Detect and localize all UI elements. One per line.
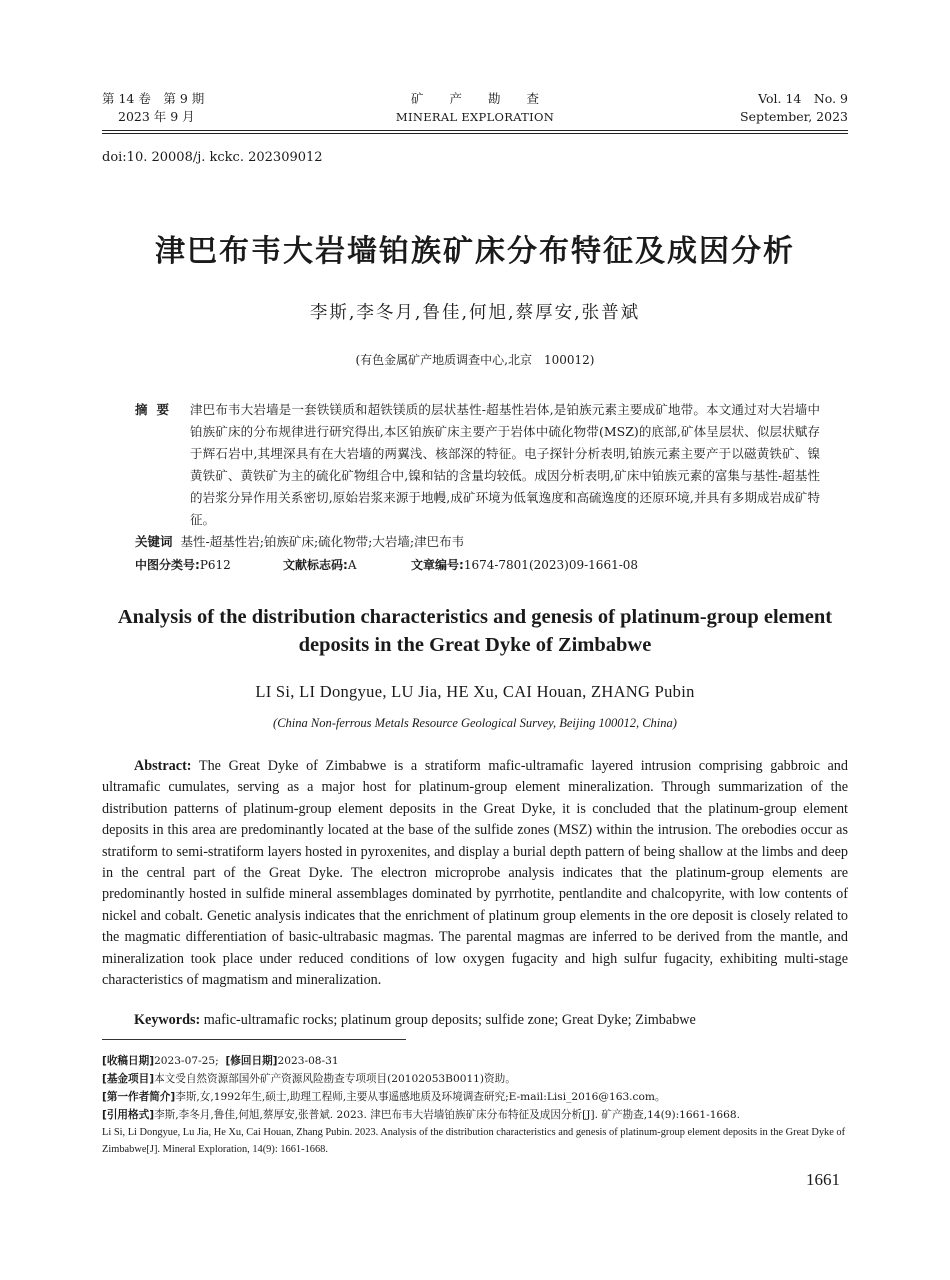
clc-value: P612 bbox=[199, 558, 231, 572]
affiliation-en: (China Non-ferrous Metals Resource Geological Survey, Beijing 100012, China) bbox=[273, 716, 677, 730]
header-rule-top bbox=[102, 130, 848, 131]
header-date-cn: 2023 年 9 月 bbox=[118, 109, 195, 124]
keywords-en-text: mafic-ultramafic rocks; platinum group deposits; sulfide zone; Great Dyke; Zimbabwe bbox=[203, 1012, 696, 1028]
footnote-fund bbox=[102, 1070, 848, 1088]
footnote-author bbox=[102, 1088, 848, 1106]
citation-value-cn: 李斯,李冬月,鲁佳,何旭,蔡厚安,张普斌. 2023. 津巴布韦大岩墙铂族矿床分布特征及成因分析[J]. 矿产勘查,14(9):1661-1668. bbox=[154, 1109, 741, 1121]
fund-value: 本文受自然资源部国外矿产资源风险勘查专项项目(20102053B0011)资助。 bbox=[154, 1073, 516, 1085]
header-volume-issue-en: Vol. 14 No. 9 bbox=[758, 91, 848, 106]
footnote-citation bbox=[102, 1106, 848, 1124]
doi: doi:10. 20008/j. kckc. 202309012 bbox=[102, 150, 323, 165]
journal-name-en: MINERAL EXPLORATION bbox=[395, 110, 555, 124]
title-cn: 津巴布韦大岩墙铂族矿床分布特征及成因分析 bbox=[155, 234, 795, 269]
keywords-en bbox=[134, 1012, 848, 1029]
abstract-en bbox=[102, 756, 848, 991]
abstract-en-label: Abstract: bbox=[134, 758, 192, 774]
author-bio-label: [第一作者简介] bbox=[102, 1091, 176, 1103]
received-label: [收稿日期] bbox=[102, 1055, 155, 1067]
abstract-cn-label: 摘要 bbox=[135, 402, 179, 417]
clc-label: 中图分类号: bbox=[135, 558, 200, 572]
classification-line bbox=[135, 556, 820, 574]
journal-name-cn: 矿产勘查 bbox=[410, 91, 565, 106]
header-volume-issue: 第 14 卷 第 9 期 bbox=[102, 91, 205, 106]
footnote-dates bbox=[102, 1052, 848, 1070]
footnote-rule bbox=[102, 1039, 406, 1040]
header-rule-bottom bbox=[102, 133, 848, 134]
doc-code-value: A bbox=[347, 558, 357, 572]
keywords-cn bbox=[135, 533, 820, 551]
doc-code-label: 文献标志码: bbox=[283, 558, 348, 572]
page-number: 1661 bbox=[806, 1170, 840, 1189]
header-journal-name bbox=[102, 90, 848, 126]
revised-value: 2023-08-31 bbox=[277, 1055, 339, 1067]
article-no-value: 1674-7801(2023)09-1661-08 bbox=[463, 558, 639, 572]
citation-label: [引用格式] bbox=[102, 1109, 155, 1121]
citation-value-en: Li Si, Li Dongyue, Lu Jia, He Xu, Cai Houan, Zhang Pubin. 2023. Analysis of the distribution characteristics and genesis of platinum-group element deposits in the Great Dyke of Zimbabwe[J]. Mineral Exploration, 14(9): 1661-1668. bbox=[102, 1127, 846, 1155]
keywords-cn-text: 基性-超基性岩;铂族矿床;硫化物带;大岩墙;津巴布韦 bbox=[180, 534, 465, 549]
title-en: Analysis of the distribution characteristics and genesis of platinum-group element deposits in the Great Dyke of Zimbabwe bbox=[117, 606, 833, 656]
revised-label: [修回日期] bbox=[225, 1055, 278, 1067]
abstract-cn bbox=[135, 399, 820, 531]
abstract-en-text: The Great Dyke of Zimbabwe is a stratiform mafic-ultramafic layered intrusion comprising gabbroic and ultramafic cumulates, serving as a major host for platinum-group element mineralization. Through summarization of the distribution patterns of platinum-group element deposits in the Great Dyke, it is concluded that the platinum-group element deposits in this area are predominantly located at the base of the sulfide zones (MSZ) within the intrusion. The orebodies occur as stratiform to semi-stratiform layers hosted in pyroxenites, and display a burial depth pattern of being shallow at the limbs and deep in the central part of the Great Dyke. The electron microprobe analysis indicates that the platinum-group elements are predominantly hosted in sulfide mineral assemblages dominated by pyrrhotite, pentlandite and chalcopyrite, with low contents of nickel and cobalt. Genetic analysis indicates that the enrichment of platinum group elements in the ore deposit is closely related to the magmatic differentiation of basic-ultrabasic magmas. The parental magmas are inferred to be derived from the mantle, and mineralization took place under reduced conditions of low oxygen fugacity and high sulfur fugacity, exhibiting multi-stage characteristics of magmatism and mineralization. bbox=[102, 758, 848, 989]
author-bio-value: 李斯,女,1992年生,硕士,助理工程师,主要从事遥感地质及环境调查研究;E-mail:Lisi_2016@163.com。 bbox=[175, 1091, 666, 1103]
fund-label: [基金项目] bbox=[102, 1073, 155, 1085]
header-volume-info-en bbox=[740, 90, 848, 126]
abstract-cn-text: 津巴布韦大岩墙是一套铁镁质和超铁镁质的层状基性-超基性岩体,是铂族元素主要成矿地带。本文通过对大岩墙中铂族矿床的分布规律进行研究得出,本区铂族矿床主要产于岩体中硫化物带(MSZ)的底部,矿体呈层状、似层状赋存于辉石岩中,其埋深具有在大岩墙的两翼浅、核部深的特征。电子探针分析表明,铂族元素主要产于以磁黄铁矿、镍黄铁矿、黄铁矿为主的硫化矿物组合中,镍和钴的含量均较低。成因分析表明,矿床中铂族元素的富集与基性-超基性的岩浆分异作用关系密切,原始岩浆来源于地幔,成矿环境为低氧逸度和高硫逸度的还原环境,并具有多期成岩成矿特征。 bbox=[190, 402, 820, 527]
article-no-label: 文章编号: bbox=[411, 558, 464, 572]
received-value: 2023-07-25; bbox=[154, 1055, 219, 1067]
running-header bbox=[102, 90, 848, 130]
header-date-en: September, 2023 bbox=[740, 109, 848, 124]
footnotes bbox=[102, 1052, 848, 1158]
authors-cn: 李斯,李冬月,鲁佳,何旭,蔡厚安,张普斌 bbox=[309, 303, 641, 323]
affiliation-cn: (有色金属矿产地质调查中心,北京 100012) bbox=[355, 353, 595, 367]
keywords-en-label: Keywords: bbox=[134, 1012, 201, 1028]
authors-en: LI Si, LI Dongyue, LU Jia, HE Xu, CAI Houan, ZHANG Pubin bbox=[255, 682, 695, 701]
keywords-cn-label: 关键词 bbox=[135, 534, 173, 549]
